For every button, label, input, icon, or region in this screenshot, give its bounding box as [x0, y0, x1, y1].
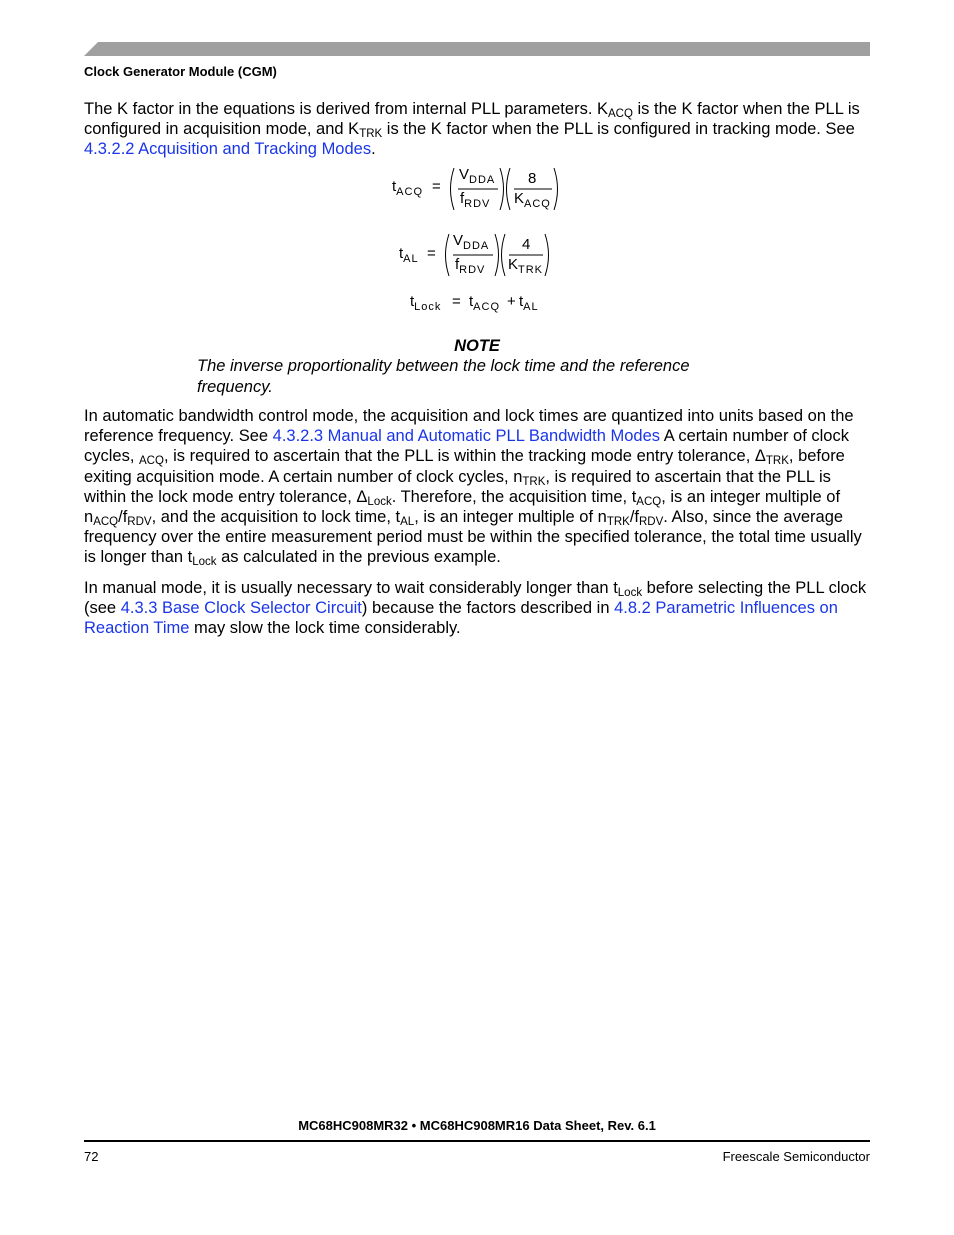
link-parametric-influences[interactable]: 4.8.2 Parametric Influences on Reaction Time [84, 599, 838, 638]
link-acquisition-tracking-modes[interactable]: 4.3.2.2 Acquisition and Tracking Modes [84, 140, 372, 159]
paragraph-automatic-bandwidth: In automatic bandwidth control mode, the acquisition and lock times are quantized into units based on the reference frequency. See 4.3.2.3 Manual and Automatic PLL Bandwidth Modes A certain number of clock cycles, $_{ACQ}$, is required to ascertain that the PLL is within the tracking mode entry tolerance, $\Delta_{TRK}$, before exiting acquisition mode. A certain number of clock cycles, $n_{TRK}$, is required to ascertain that the PLL is within the lock mode entry tolerance, $\Delta_{Lock}$. Therefore, the acquisition time, $t_{ACQ}$, is an integer multiple of $n_{ACQ}/f_{RDV}$, and the acquisition to lock time, $t_{AL}$, is an integer multiple of $n_{TRK}/f_{RDV}$. Also, since the average frequency over the entire measurement period must be within the specified tolerance, the total time usually is longer than $t_{Lock}$ as calculated in the previous example. [84, 407, 862, 569]
header-bar [84, 42, 870, 56]
note-title: NOTE [454, 337, 500, 355]
footer-document-title: MC68HC908MR32 • MC68HC908MR16 Data Sheet, Rev. 6.1 [298, 1118, 656, 1133]
company-name: Freescale Semiconductor [722, 1149, 870, 1164]
paragraph-manual-mode: In manual mode, it is usually necessary to wait considerably longer than $t_{Lock}$ before selecting the PLL clock (see 4.3.3 Base Clock Selector Circuit) because the factors described in 4.8.2 Parametric Influences on Reaction Time may slow the lock time considerably. [84, 579, 867, 638]
equation-t-acq: $t_{ACQ}$ = $V_{DDA}$ $f_{RDV}$ 8 $K_{ACQ}$ [0, 165, 954, 215]
link-manual-automatic-bandwidth-modes[interactable]: 4.3.2.3 Manual and Automatic PLL Bandwidth Modes [272, 427, 661, 446]
footer-rule [84, 1140, 870, 1142]
note-text: The inverse proportionality between the lock time and the reference frequency. [197, 357, 690, 396]
link-base-clock-selector-circuit[interactable]: 4.3.3 Base Clock Selector Circuit [120, 599, 362, 618]
page-number: 72 [84, 1149, 99, 1164]
equation-t-lock: $t_{Lock}$ = $t_{ACQ}$ + $t_{AL}$ [410, 293, 539, 313]
section-title: Clock Generator Module (CGM) [84, 64, 277, 79]
equation-t-al: $t_{AL}$ = $V_{DDA}$ $f_{RDV}$ 4 $K_{TRK}$ [0, 231, 954, 281]
paragraph-k-factor: The K factor in the equations is derived from internal PLL parameters. $K_{ACQ}$ is the K factor when the PLL is configured in acquisition mode, and $K_{TRK}$ is the K factor when the PLL is configured in tracking mode. See 4.3.2.2 Acquisition and Tracking Modes. [84, 100, 860, 159]
